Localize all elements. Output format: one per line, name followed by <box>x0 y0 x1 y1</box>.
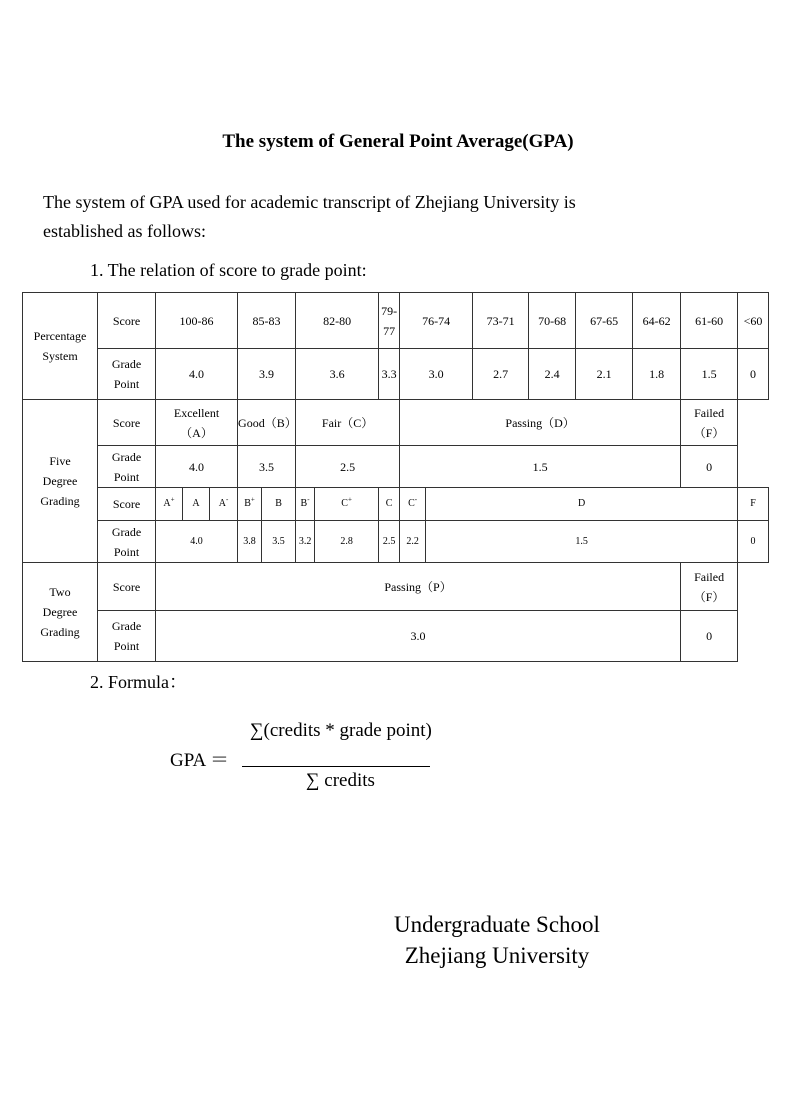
page-title: The system of General Point Average(GPA) <box>222 131 574 152</box>
two-degree-grading-label: Two Degree Grading <box>23 563 98 662</box>
letter-a: A <box>183 488 210 521</box>
letter-a-plus: A+ <box>156 488 183 521</box>
table-cell: 3.2 <box>296 521 315 563</box>
table-cell: 0 <box>738 521 769 563</box>
signature-line-2: Zhejiang University <box>404 943 590 968</box>
table-cell: 61-60 <box>681 293 738 349</box>
table-cell: 1.5 <box>400 446 681 488</box>
table-cell: 0 <box>681 611 738 662</box>
table-cell: 4.0 <box>156 446 238 488</box>
formula-numerator: ∑(credits * grade point) <box>250 720 432 741</box>
letter-d: D <box>426 488 738 521</box>
letter-c-plus: C+ <box>315 488 379 521</box>
grade-passing: Passing（D） <box>400 400 681 446</box>
grade-failed: Failed （F） <box>681 563 738 611</box>
letter-f: F <box>738 488 769 521</box>
letter-a-minus: A- <box>210 488 238 521</box>
table-cell: 2.4 <box>529 349 576 400</box>
table-cell: 3.8 <box>238 521 262 563</box>
formula-lhs: GPA ＝ <box>170 750 229 771</box>
fraction-line <box>242 766 430 767</box>
table-cell: 82-80 <box>296 293 379 349</box>
table-cell: 79-77 <box>379 293 400 349</box>
table-cell: 70-68 <box>529 293 576 349</box>
formula-denominator: ∑ credits <box>306 770 375 791</box>
table-cell: 3.5 <box>262 521 296 563</box>
table-cell: 64-62 <box>633 293 681 349</box>
section-heading-score-relation: 1. The relation of score to grade point: <box>90 260 367 280</box>
grade-point-label: Grade Point <box>98 611 156 662</box>
table-cell: 2.1 <box>576 349 633 400</box>
table-cell: 3.9 <box>238 349 296 400</box>
score-label: Score <box>98 400 156 446</box>
table-cell: 2.8 <box>315 521 379 563</box>
score-label: Score <box>98 488 156 521</box>
grade-point-label: Grade Point <box>98 349 156 400</box>
signature-line-1: Undergraduate School <box>394 912 600 937</box>
table-cell: 85-83 <box>238 293 296 349</box>
table-cell: 2.2 <box>400 521 426 563</box>
table-cell: 0 <box>738 349 769 400</box>
score-label: Score <box>98 293 156 349</box>
table-cell: 3.3 <box>379 349 400 400</box>
table-cell: 2.5 <box>296 446 400 488</box>
grade-point-label: Grade Point <box>98 446 156 488</box>
table-cell: 4.0 <box>156 349 238 400</box>
five-degree-grading-label: Five Degree Grading <box>23 400 98 563</box>
table-cell: 100-86 <box>156 293 238 349</box>
table-cell: 1.5 <box>681 349 738 400</box>
grade-good: Good（B） <box>238 400 296 446</box>
section-heading-formula: 2. Formula： <box>90 672 187 692</box>
intro-text-line-2: established as follows: <box>43 221 206 241</box>
table-cell: 4.0 <box>156 521 238 563</box>
letter-b-minus: B- <box>296 488 315 521</box>
table-cell: 2.7 <box>473 349 529 400</box>
letter-c: C <box>379 488 400 521</box>
table-cell: 3.0 <box>400 349 473 400</box>
table-cell: 1.5 <box>426 521 738 563</box>
letter-b: B <box>262 488 296 521</box>
table-cell: 0 <box>681 446 738 488</box>
table-cell: 3.5 <box>238 446 296 488</box>
table-cell: 3.0 <box>156 611 681 662</box>
grade-failed: Failed （F） <box>681 400 738 446</box>
letter-b-plus: B+ <box>238 488 262 521</box>
table-cell: 3.6 <box>296 349 379 400</box>
table-cell: 1.8 <box>633 349 681 400</box>
letter-c-minus: C- <box>400 488 426 521</box>
score-label: Score <box>98 563 156 611</box>
table-cell: <60 <box>738 293 769 349</box>
gpa-table <box>22 292 769 662</box>
grade-excellent: Excellent （A） <box>156 400 238 446</box>
table-cell: 67-65 <box>576 293 633 349</box>
grade-passing: Passing（P） <box>156 563 681 611</box>
intro-text-line-1: The system of GPA used for academic transcript of Zhejiang University is <box>43 192 576 212</box>
percentage-system-label: Percentage System <box>23 293 98 400</box>
grade-point-label: Grade Point <box>98 521 156 563</box>
table-cell: 76-74 <box>400 293 473 349</box>
table-cell: 2.5 <box>379 521 400 563</box>
table-cell: 73-71 <box>473 293 529 349</box>
grade-fair: Fair（C） <box>296 400 400 446</box>
